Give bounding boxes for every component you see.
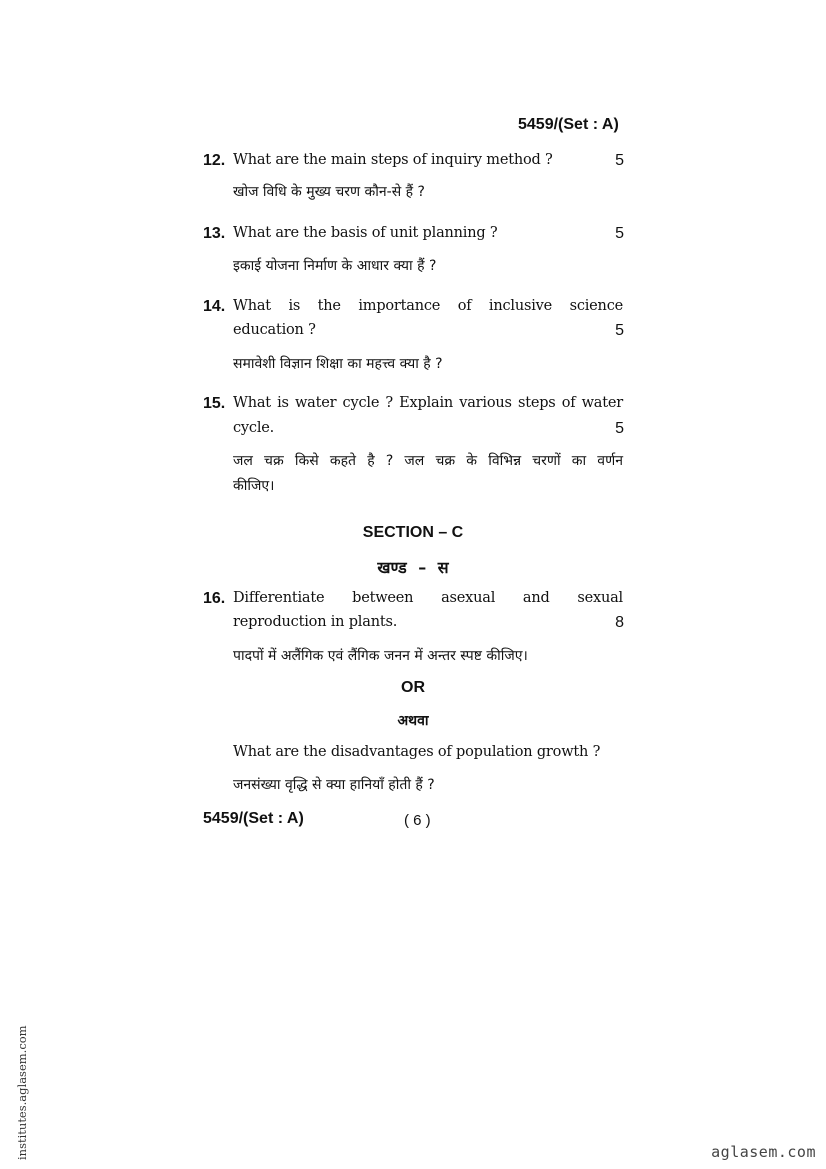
question-text-hi-line2: कीजिए। xyxy=(233,478,275,494)
question-number: 15. xyxy=(203,395,226,412)
question-number: 14. xyxy=(203,298,226,315)
alt-question-text-hi: जनसंख्या वृद्धि से क्या हानियाँ होती हैं ? xyxy=(233,777,435,793)
question-text-en-line1: Differentiate between asexual and sexual xyxy=(233,590,623,606)
alt-question-text-en: What are the disadvantages of population growth ? xyxy=(233,744,601,760)
paper-code-header: 5459/(Set : A) xyxy=(518,116,619,133)
page-number: ( 6 ) xyxy=(404,812,431,829)
question-text-hi-line1: जल चक्र किसे कहते है ? जल चक्र के विभिन्न चरणों का वर्णन xyxy=(233,453,623,469)
question-text-hi: इकाई योजना निर्माण के आधार क्या हैं ? xyxy=(233,258,437,274)
or-label-hi: अथवा xyxy=(397,713,429,729)
question-marks: 5 xyxy=(615,152,624,169)
question-number: 13. xyxy=(203,225,226,242)
question-text-en: What are the main steps of inquiry method ? xyxy=(233,152,553,168)
question-text-en-line2: cycle. xyxy=(233,420,275,436)
question-text-en-line2: reproduction in plants. xyxy=(233,614,398,630)
corner-watermark: aglasem.com xyxy=(711,1143,816,1161)
question-marks: 5 xyxy=(615,225,624,242)
question-number: 12. xyxy=(203,152,226,169)
side-watermark: institutes.aglasem.com xyxy=(15,1025,29,1160)
section-title-hi: खण्ड – स xyxy=(377,558,449,577)
question-text-hi: खोज विधि के मुख्य चरण कौन-से हैं ? xyxy=(233,184,425,200)
question-marks: 8 xyxy=(615,614,624,631)
question-text-en: What are the basis of unit planning ? xyxy=(233,225,498,241)
question-text-en-line1: What is the importance of inclusive science xyxy=(233,298,623,314)
question-text-en-line2: education ? xyxy=(233,322,316,338)
question-text-en-line1: What is water cycle ? Explain various steps of water xyxy=(233,395,623,411)
or-label-en: OR xyxy=(401,679,425,696)
paper-code-footer: 5459/(Set : A) xyxy=(203,810,304,827)
section-title-en: SECTION – C xyxy=(362,524,464,541)
question-number: 16. xyxy=(203,590,226,607)
question-marks: 5 xyxy=(615,322,624,339)
question-text-hi: पादपों में अलैंगिक एवं लैंगिक जनन में अन्तर स्पष्ट कीजिए। xyxy=(233,648,528,664)
question-text-hi: समावेशी विज्ञान शिक्षा का महत्त्व क्या है ? xyxy=(233,356,443,372)
question-marks: 5 xyxy=(615,420,624,437)
